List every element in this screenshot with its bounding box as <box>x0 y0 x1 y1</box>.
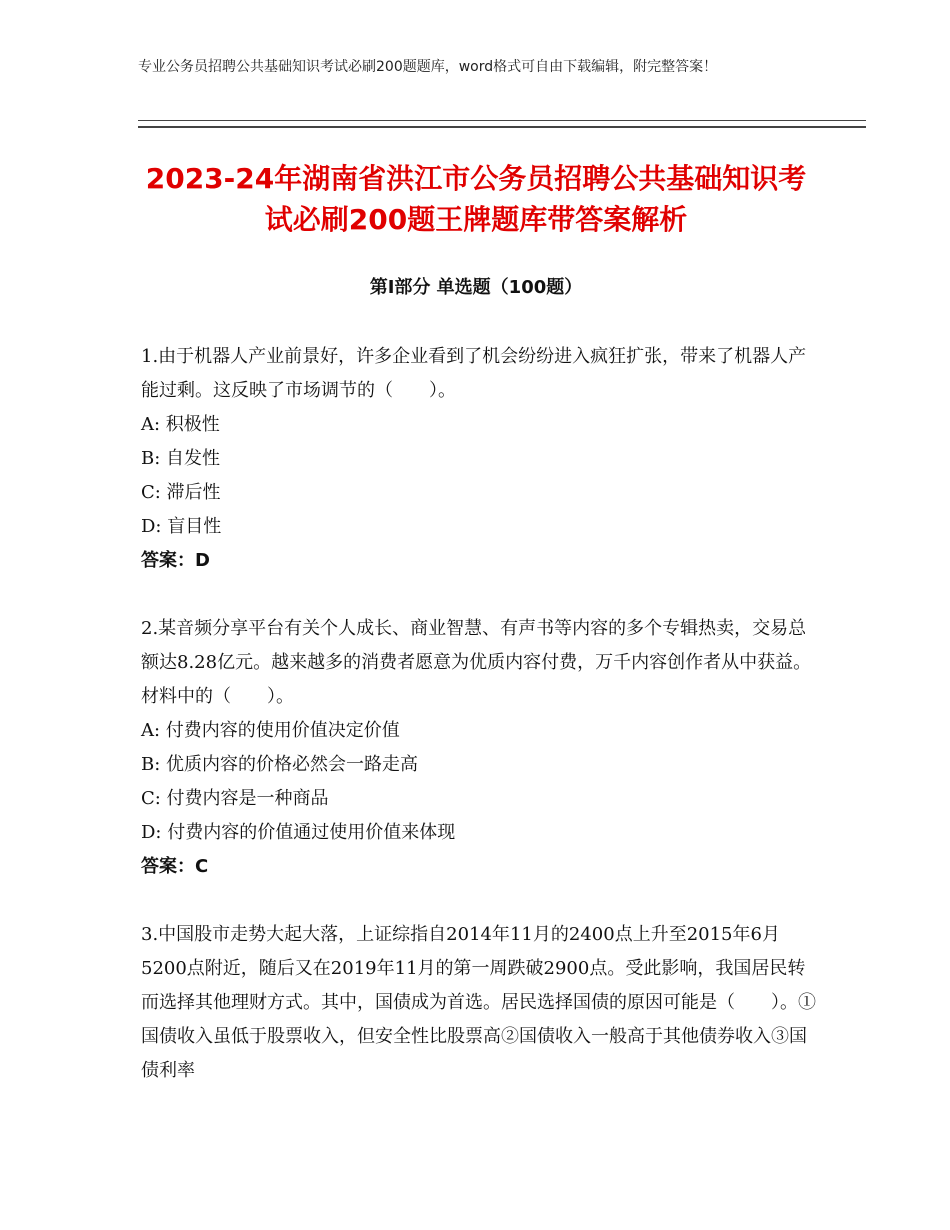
option-c: C: 付费内容是一种商品 <box>141 788 329 809</box>
answer-line: 答案：C <box>141 856 209 877</box>
question-stem: 1.由于机器人产业前景好，许多企业看到了机会纷纷进入疯狂扩张，带来了机器人产能过剩。这反映了市场调节的（ ）。 <box>141 346 807 401</box>
question-list <box>141 340 817 1122</box>
option-b: B: 优质内容的价格必然会一路走高 <box>141 754 419 775</box>
option-b: B: 自发性 <box>141 448 221 469</box>
option-d: D: 付费内容的价值通过使用价值来体现 <box>141 822 456 843</box>
question-3 <box>141 918 817 1088</box>
option-a: A: 积极性 <box>141 414 220 435</box>
header-note: 专业公务员招聘公共基础知识考试必刷200题题库，word格式可自由下载编辑，附完整答案！ <box>138 59 718 75</box>
document-title: 2023-24年湖南省洪江市公务员招聘公共基础知识考试必刷200题王牌题库带答案解析 <box>145 162 807 236</box>
question-1 <box>141 340 817 578</box>
option-a: A: 付费内容的使用价值决定价值 <box>141 720 400 741</box>
option-c: C: 滞后性 <box>141 482 221 503</box>
header-divider <box>138 120 866 128</box>
question-stem: 3.中国股市走势大起大落，上证综指自2014年11月的2400点上升至2015年6月5200点附近，随后又在2019年11月的第一周跌破2900点。受此影响，我国居民转而选择其他理财方式。其中，国债成为首选。居民选择国债的原因可能是（ ）。①国债收入虽低于股票收入，但安全性比股票高②国债收入一般高于其他债券收入③国债利率 <box>141 924 816 1081</box>
question-stem: 2.某音频分享平台有关个人成长、商业智慧、有声书等内容的多个专辑热卖，交易总额达8.28亿元。越来越多的消费者愿意为优质内容付费，万千内容创作者从中获益。材料中的（ ）。 <box>141 618 812 707</box>
section-heading: 第Ⅰ部分 单选题（100题） <box>369 277 583 298</box>
option-d: D: 盲目性 <box>141 516 222 537</box>
question-2 <box>141 612 817 884</box>
answer-line: 答案：D <box>141 550 210 571</box>
